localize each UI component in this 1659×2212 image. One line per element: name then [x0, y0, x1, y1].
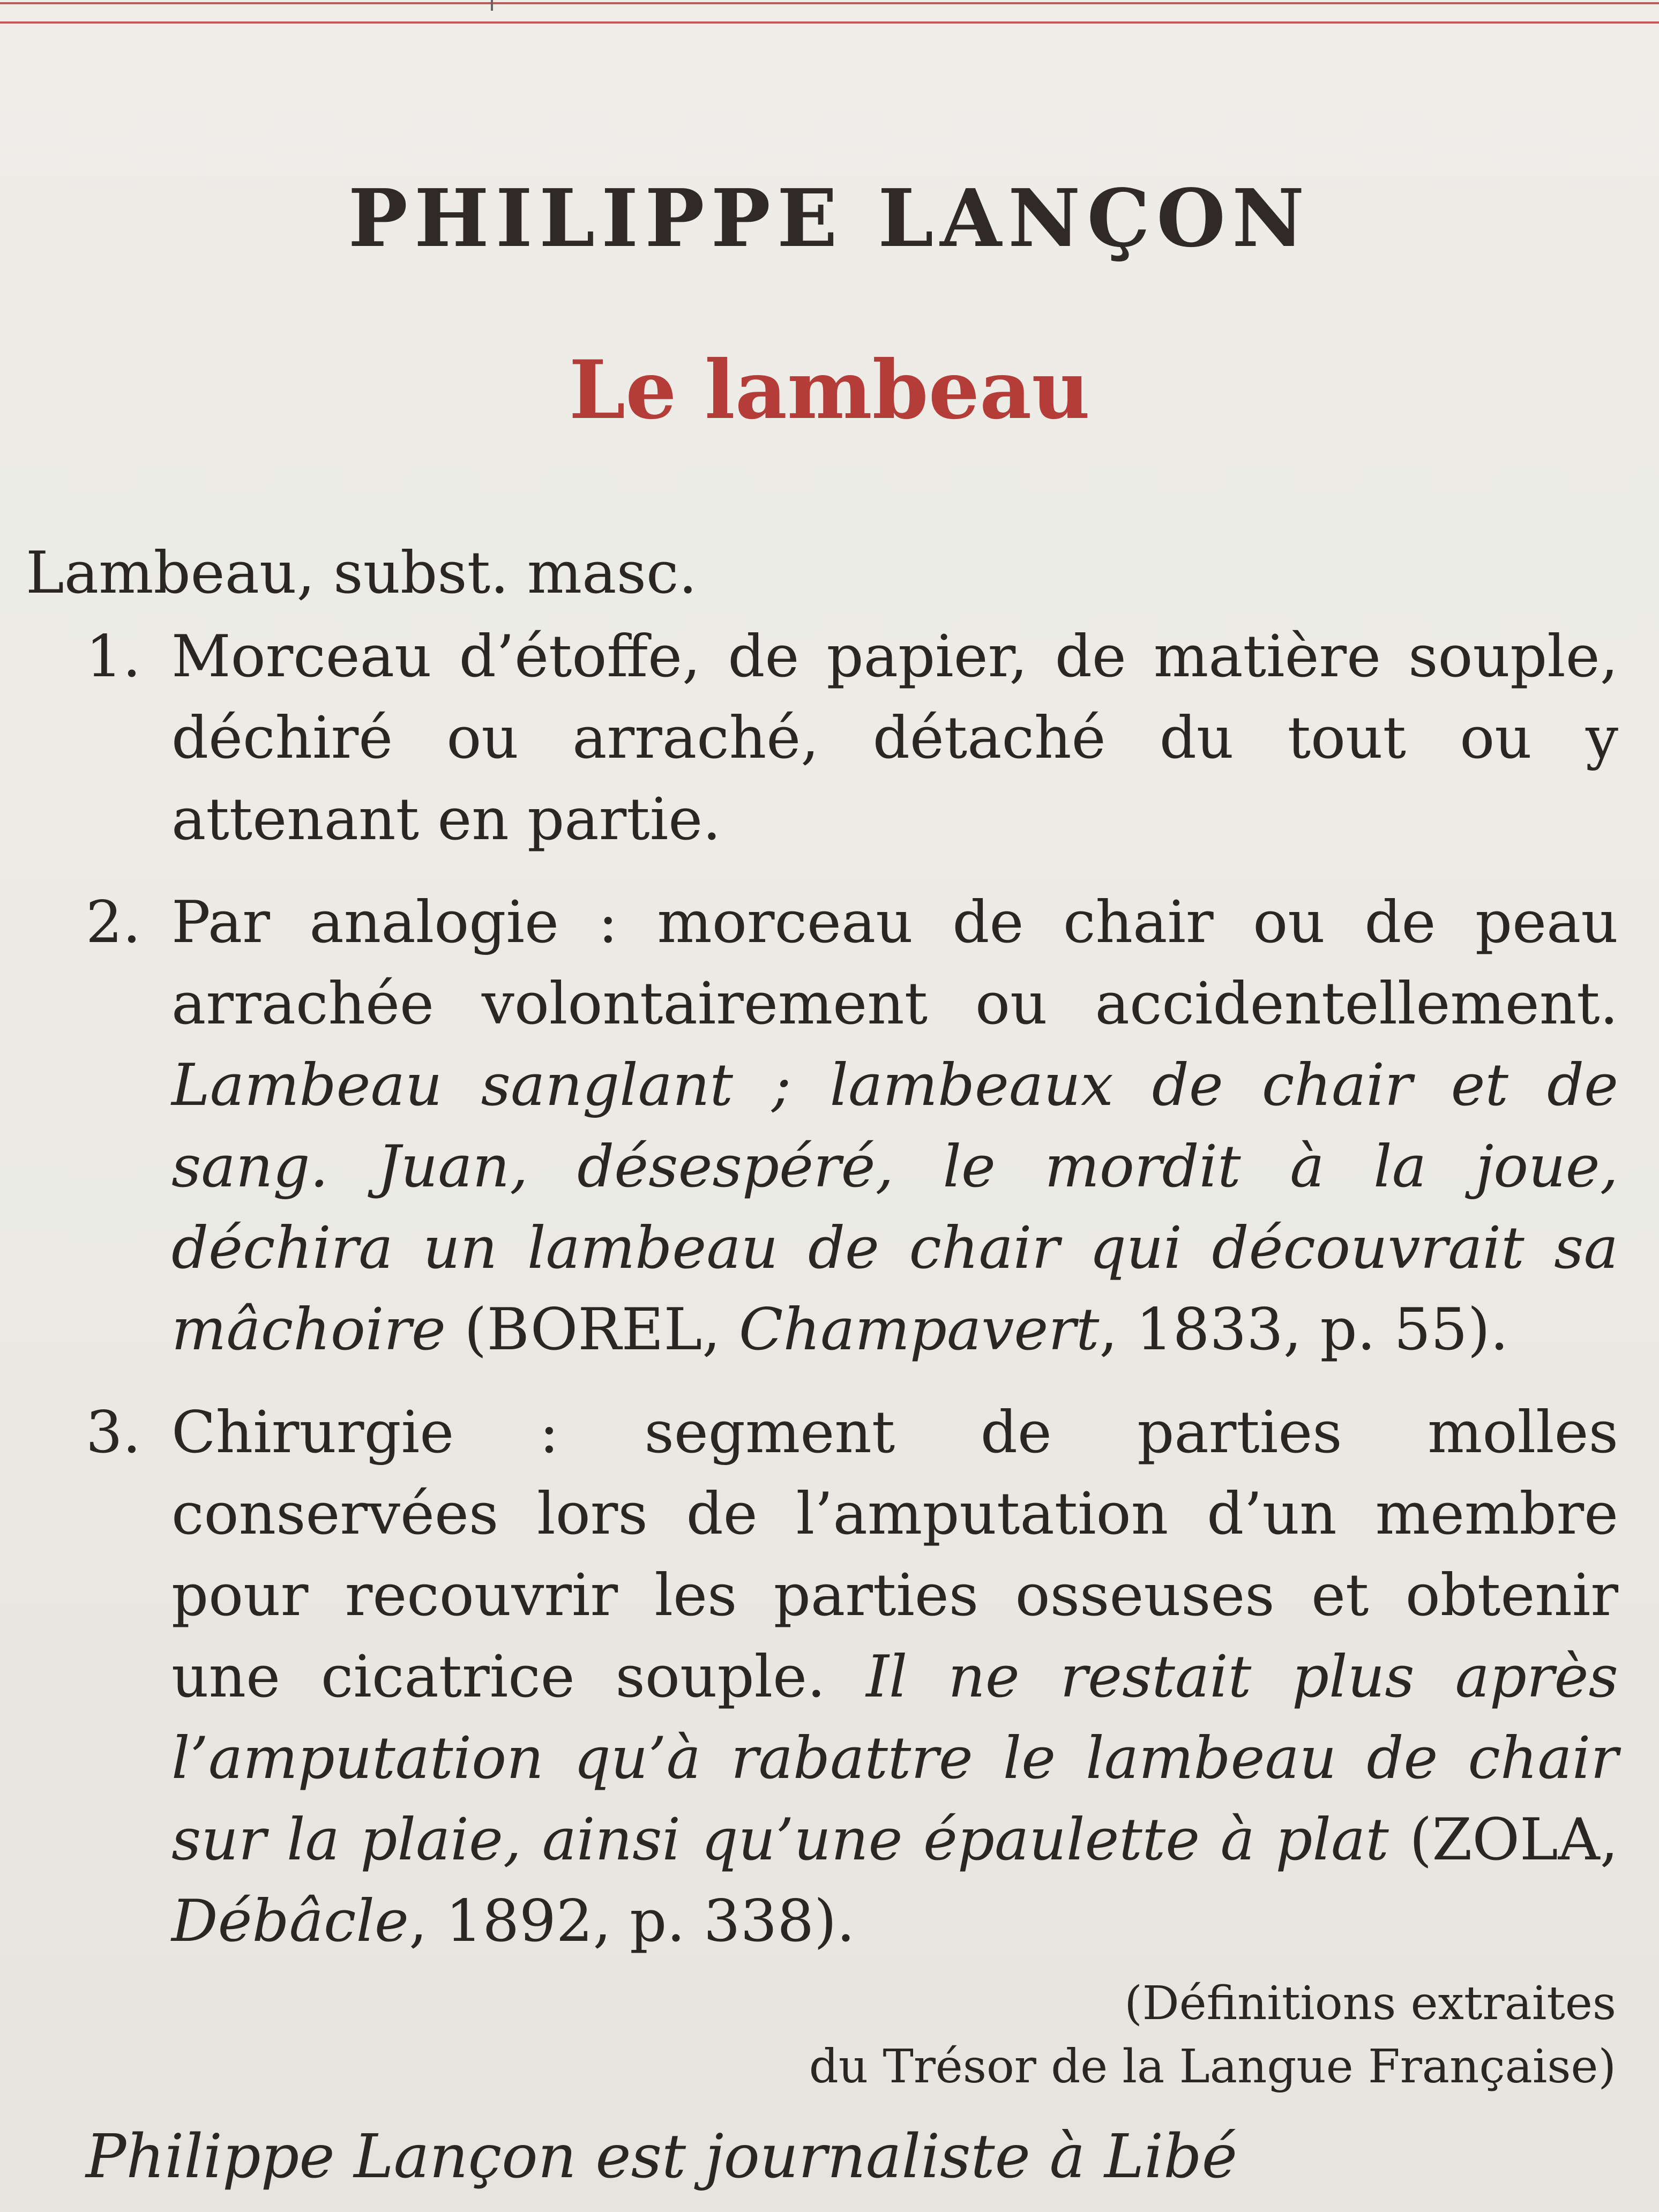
- citation-work: Débâcle: [171, 1888, 409, 1955]
- definition-item-1: [64, 616, 1618, 861]
- citation-open: (: [464, 1296, 487, 1363]
- definition-text: Chirurgie : segment de parties molles conservées lors de l’amputation d’un membre pour recouvrir les parties osseuses et obtenir une cicatrice souple.: [171, 1399, 1618, 1710]
- source-note: [598, 1972, 1616, 2098]
- definition-example: Lambeau sanglant ; lambeaux de chair et de sang. Juan, désespéré, le mordit à la joue, déchira un lambeau de chair qui découvrait sa mâchoire: [171, 1052, 1618, 1363]
- citation-separator: ,: [702, 1296, 739, 1363]
- citation-author: BOREL: [487, 1296, 703, 1363]
- definition-text: Par analogie : morceau de chair ou de peau arrachée volontairement ou accidentellement.: [171, 889, 1618, 1037]
- dictionary-headword: Lambeau, subst. masc.: [26, 540, 697, 607]
- author-bio-partial: Philippe Lançon est journaliste à Libé: [86, 2122, 1238, 2192]
- definition-number: 1.: [86, 623, 141, 690]
- definition-text: Morceau d’étoffe, de papier, de matière souple, déchiré ou arraché, détaché du tout ou y attenant en partie.: [171, 623, 1618, 853]
- definition-item-3: [64, 1392, 1618, 1962]
- author-name: PHILIPPE LANÇON: [348, 171, 1311, 265]
- citation-details: , 1833, p. 55).: [1099, 1296, 1509, 1363]
- top-divider-tick: [491, 0, 493, 11]
- citation-author: ZOLA: [1432, 1806, 1600, 1873]
- definition-list: [64, 616, 1618, 1984]
- top-red-rule: [0, 2, 1659, 4]
- source-note-line-1: (Définitions extraites: [1124, 1977, 1616, 2030]
- top-red-rule-second: [0, 21, 1659, 24]
- book-title: Le lambeau: [569, 343, 1090, 437]
- source-note-line-2: du Trésor de la Langue Française): [809, 2040, 1616, 2094]
- citation-separator: ,: [1600, 1806, 1618, 1873]
- definition-example: Il ne restait plus après l’amputation qu’à rabattre le lambeau de chair sur la plaie, ainsi qu’une épaulette à plat: [171, 1643, 1618, 1873]
- definition-item-2: [64, 882, 1618, 1371]
- citation-work: Champavert: [738, 1296, 1100, 1363]
- citation-open: (: [1409, 1806, 1432, 1873]
- definition-number: 2.: [86, 889, 141, 956]
- citation-details: , 1892, p. 338).: [408, 1888, 855, 1955]
- definition-number: 3.: [86, 1399, 141, 1466]
